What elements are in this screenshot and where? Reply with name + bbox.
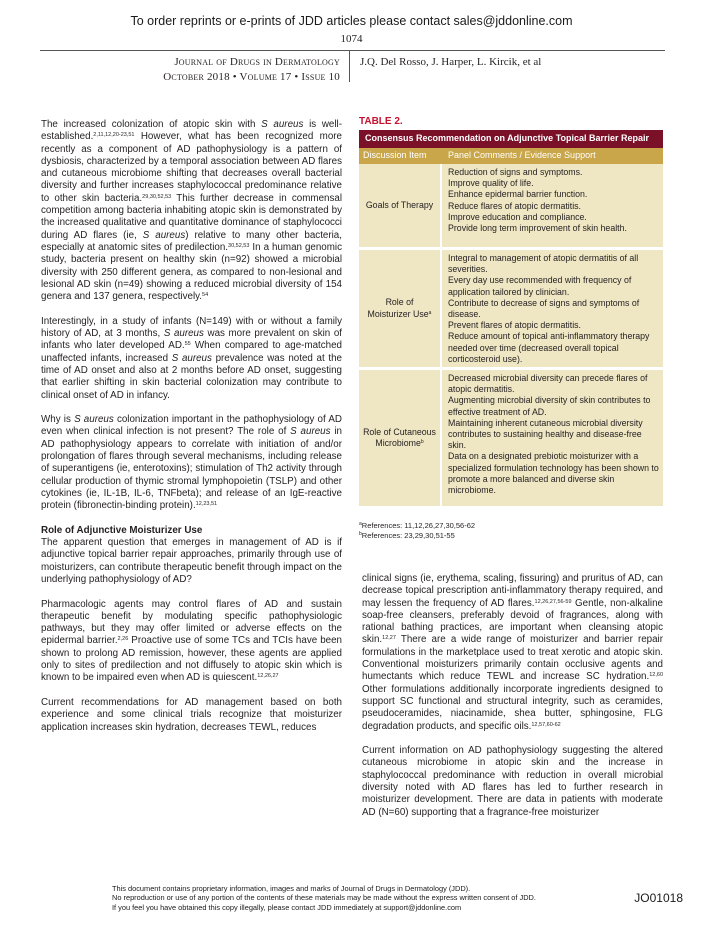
citation: 30,52,53 xyxy=(228,242,250,249)
paragraph xyxy=(362,573,663,733)
footnote-mark: a xyxy=(428,309,432,316)
paragraph xyxy=(41,119,342,303)
citation: 12,60 xyxy=(649,672,663,679)
footnote-mark: b xyxy=(420,439,424,445)
section-heading: Role of Adjunctive Moisturizer Use xyxy=(41,524,203,536)
text-run: is well-established. xyxy=(41,119,342,143)
paragraph: Current information on AD pathophysiology suggesting the altered cutaneous microbiome in atopic skin and the increase in staphylococcal predominance with reduction in overall microbial diversity noted with AD flares has led to further research in moisturizer development. There are data in patients with moderate AD (N=60) supporting that a fragrance-free moisturizer xyxy=(362,745,663,818)
text-run: prevalence was noted at the time of AD onset and also at 2 months before AD onset, suggesting that earlier shifting in skin bacterial colonization may contribute to clinical onset of AD in infancy. xyxy=(41,352,343,401)
paragraph xyxy=(41,599,342,685)
text-run: clinical signs (ie, erythema, scaling, fissuring) and pruritus of AD, can decrease topical prescription anti-inflammatory therapy required, and may lessen the frequency of AD flares. xyxy=(362,573,663,609)
text-run: The increased colonization of atopic skin with xyxy=(41,119,262,130)
citation: 2,11,12,20-23,51 xyxy=(93,132,135,139)
footnote-mark: a xyxy=(359,521,362,527)
column-header: Discussion Item xyxy=(363,150,427,161)
paragraph: Current recommendations for AD management based on both experience and some clinical trials recognize that moisturizer application increases skin hydration, decreases TEWL, reduces xyxy=(41,696,342,733)
paragraph xyxy=(41,316,342,402)
species-name: S aureus xyxy=(74,414,114,426)
text-run: There are a wide range of moisturizer and barrier repair formulations in the marketplace used to treat xerotic and atopic skin. Conventional moisturizers primarily contain occlusive agents and humectants which reduce TEWL and increase SC hydration. xyxy=(362,634,663,683)
text-run: Interestingly, in a study of infants (N=149) with or without a family history of AD, at 3 months, xyxy=(41,315,342,340)
table-footnotes xyxy=(359,521,475,540)
citation: 12,26,27 xyxy=(257,673,279,680)
discussion-item xyxy=(359,370,442,506)
footer-line: This document contains proprietary information, images and marks of Journal of Drugs in Dermatology (JDD). xyxy=(112,884,471,893)
discussion-item xyxy=(359,164,442,247)
citation: 12,27 xyxy=(382,635,396,642)
text-run: In a human genomic study, bacteria present on healthy skin (n=92) showed a microbial diversity with 250 different genera, as compared to non-lesional and lesional AD skin (n=49) showing a reduced microbial diversity of 154 genera and 137 genera, respectively. xyxy=(41,241,342,303)
text-run: in AD pathophysiology appears to correlate with initiation of and/or prolongation of flares through several mechanisms, including release of superantigens (ie, enterotoxins); stimulation of Th2 activity through cellular production of thymic stromal lymphopoietin (TSLP) and other cytokines (ie, IL-1B, IL-6, TNFbeta); and release of an IgE-reactive protein (fibronectin-binding protein). xyxy=(41,426,342,512)
citation: 2,26 xyxy=(117,636,129,643)
citation: 29,30,52,53 xyxy=(142,193,172,200)
text-run: Proactive use of some TCs and TCIs have been shown to prolong AD remission, however, these agents are applied only to sites of predilection and not diffusely to atopic skin which is known to be impaired even when AD is quiescent. xyxy=(41,635,342,684)
consensus-table xyxy=(359,130,663,506)
text-run: When compared to age-matched unaffected infants, increased xyxy=(41,340,342,364)
left-column xyxy=(41,119,342,746)
citation: 12,26,27,56-59 xyxy=(534,598,572,605)
panel-comments: Reduction of signs and symptoms. Improve quality of life. Enhance epidermal barrier function. Reduce flares of atopic dermatitis. Improve education and compliance. Provide long term improvement of skin health. xyxy=(448,167,627,234)
footnote-text: References: 11,12,26,27,30,56-62 xyxy=(361,521,476,530)
right-column xyxy=(362,573,663,831)
footer-line: If you feel you have obtained this copy illegally, please contact JDD immediately at support@jddonline.com xyxy=(112,902,462,912)
text-run: Why is xyxy=(41,414,75,426)
text-run: colonization important in the pathophysiology of AD even when clinical infection is not present? The role of xyxy=(41,414,342,438)
citation: 12,57,60-62 xyxy=(531,721,561,728)
item-text: Role of Cutaneous Microbiome xyxy=(363,426,436,448)
header-rule xyxy=(40,50,665,51)
discussion-item xyxy=(359,250,442,367)
text-run: Pharmacologic agents may control flares of AD and sustain therapeutic benefit by modulating specific pathophysiologic pathways, but they may offer limited or adverse effects on the epidermal barrier. xyxy=(41,598,342,647)
footnote xyxy=(359,521,475,531)
footer-line: No reproduction or use of any portion of the contents of these materials may be made without the express written consent of JDD. xyxy=(112,893,536,903)
table-label: TABLE 2. xyxy=(359,116,403,127)
species-name: S aureus xyxy=(261,119,304,130)
citation: 55 xyxy=(184,341,191,348)
text-run: Other formulations additionally incorporate ingredients designed to support SC functional and structural integrity, such as ceramides, pseudoceramides, niacinamide, shea butter, sphingosine, FLG degradation products, and specific oils. xyxy=(362,683,663,732)
paragraph: The apparent question that emerges in management of AD is if adjunctive topical barrier repair approaches, primarily through use of moisturizers, can contribute therapeutic benefit through impact on the underlying pathophysiology of AD? xyxy=(41,537,342,585)
text-run: This further decrease in commensal competition among bacteria inhabiting atopic skin is demonstrated by the increased qualitative and quantitative dominance of staphylococci during AD flares (ie, xyxy=(41,192,342,241)
text-run: ) relative to many other bacteria, especially at anatomic sites of predilection. xyxy=(41,229,342,253)
copyright-notice xyxy=(112,884,612,912)
text-run: However, what has been recognized more recently as a component of AD pathophysiology is a pattern of dysbiosis, characterized by a temporal association between AD flares and cutaneous microbiome shifting that decreases overall bacterial diversity and further increases staphylococcal predominance relative to other skin bacteria. xyxy=(41,131,342,204)
footnote xyxy=(359,531,475,541)
item-text: Goals of Therapy xyxy=(365,199,434,210)
citation: 12,23,51 xyxy=(195,501,218,508)
journal-masthead xyxy=(40,55,340,84)
document-code: JO01018 xyxy=(634,891,683,905)
table-row xyxy=(359,164,663,250)
text-run: was more prevalent on skin of infants who later developed AD. xyxy=(41,328,342,352)
citation: 54 xyxy=(202,292,209,299)
header-divider xyxy=(349,50,350,82)
journal-title: Journal of Drugs in Dermatology xyxy=(174,56,340,68)
table-header-row xyxy=(359,148,663,164)
issue-info: October 2018 • Volume 17 • Issue 10 xyxy=(163,70,340,83)
panel-comments: Decreased microbial diversity can precede flares of atopic dermatitis. Augmenting microbial diversity of skin contributes to effective treatment of AD. Maintaining inherent cutaneous microbial diversity contributes to sustaining healthy and disease-free skin. Data on a designated prebiotic moisturizer with a specialized formulation technology has been shown to promote a more balanced and diverse skin microbiome. xyxy=(448,373,659,496)
column-header: Panel Comments / Evidence Support xyxy=(448,150,596,161)
reprint-notice: To order reprints or e-prints of JDD articles please contact sales@jddonline.com xyxy=(130,14,573,28)
table-row xyxy=(359,370,663,506)
species-name: S aureus xyxy=(163,328,204,340)
text-run: Gentle, non-alkaline soap-free cleansers, preferably devoid of fragrances, along with rational bathing practices, are important when cleansing atopic skin. xyxy=(362,597,663,646)
running-authors: J.Q. Del Rosso, J. Harper, L. Kircik, et al xyxy=(360,56,542,68)
footnote-text: References: 23,29,30,51-55 xyxy=(361,530,455,540)
species-name: S aureus xyxy=(142,229,186,241)
table-title: Consensus Recommendation on Adjunctive Topical Barrier Repair xyxy=(359,130,663,148)
footnote-mark: b xyxy=(359,530,362,537)
paragraph xyxy=(41,414,342,512)
panel-comments: Integral to management of atopic dermatitis of all severities. Every day use recommended with frequency of application tailored by clinician. Contribute to decrease of signs and symptoms of disease. Prevent flares of atopic dermatitis. Reduce amount of topical anti-inflammatory therapy needed over time (decreased overall topical corticosteroid use). xyxy=(448,253,650,364)
item-text: Role of Moisturizer Use xyxy=(367,297,429,319)
table-row xyxy=(359,250,663,370)
species-name: S aureus xyxy=(290,426,331,438)
page-number: 1074 xyxy=(340,33,363,45)
species-name: S aureus xyxy=(171,352,212,364)
